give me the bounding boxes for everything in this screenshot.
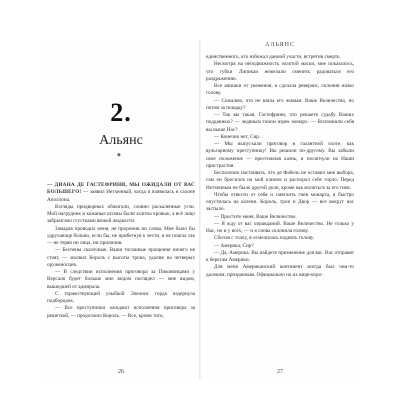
chapter-lead: — ДИАНА ДЕ ГАСТЕФРИНИ, МЫ ОЖИДАЛИ ОТ ВАС БОЛЬШЕГО!: [47, 182, 195, 196]
book-gutter: [199, 40, 201, 380]
paragraph: — Да, Америка. Вы найдете применение для вас. Вас отправят к берегам Америки.: [206, 249, 354, 263]
paragraph: Несмотря на неподвижность золотой маски, мне показалось, что губки Липикаи нежелали сменить радоваться его раздражению.: [206, 61, 354, 82]
paragraph: Для меня Американский континент всегда был чем-то далеким, призрачным. Официально на их вице-коро-: [206, 264, 354, 278]
paragraph: — Так вы такая, Гастефрини, что решаете судьбу Ваших подданных? — ледяным тоном изрек монарх. — Вспомнили себя вы выше Нас?: [206, 112, 354, 133]
paragraph: — ДИАНА ДЕ ГАСТЕФРИНИ, МЫ ОЖИДАЛИ ОТ ВАС БОЛЬШЕГО! — заявил Нетхенный, когда я появилась в салоне Аполлона.: [47, 182, 195, 203]
paragraph: Взгляды придворных обжигали, словно раскаленные угли. Мой нагрудник и кожаные штаны были залиты кровью, а всё лицо забрызгано сгустками вязкой жидкости.: [47, 203, 195, 225]
paragraph: — Конечно нет, Сир.: [214, 133, 261, 140]
paragraph: — Я жду от вас оправданий. Ваше Величество. Не только у Нас, но и у всех, — и я снова склонила голову.: [206, 220, 354, 234]
running-head: АЛЬЯНС: [265, 42, 295, 48]
paragraph: — Беспены сказочные. Ваши тогашные прощения ничего не стоят, — молвил Король с высоты трона, удалив на четверых оруженосцев.: [47, 247, 195, 268]
paragraph: — Мы выпускали приговор в галантной охоте, как вульгарному преступнику! Вы решили по-другому. Вы забыли свое положение — престижная казнь, и посягнули на Наши пристрастия.: [206, 141, 354, 169]
right-page: [206, 42, 354, 377]
page-number-left: 26: [118, 369, 124, 375]
paragraph: — В следствии исполнения приговора за Пиковинцами у Версаля будет больше мне видом поглядел — мне видом, вышедшей от адмирала.: [47, 269, 195, 290]
paragraph: Замарав проводил меня, не проронив ни слова. Мне было бы удручающе больно, если бы, не прибегнув к чести, я не пошла так — не теряя ни лица, ни приличия.: [47, 225, 195, 246]
chapter-number: 2.: [110, 98, 132, 127]
right-page-text: [206, 54, 354, 279]
paragraph: С торжествующей улыбкой Элеонис гордо вздернула подбородок.: [47, 290, 195, 304]
paragraph: Сбитая с толку, я осмелилась поднять голову.: [214, 235, 315, 242]
paragraph: — Сожалею, что не взяла его живым. Ваше Величество, но потом за пощаду?: [206, 97, 354, 111]
chapter-ornament-icon: ◆: [117, 153, 121, 158]
paragraph: — Простите меня, Ваше Величество.: [214, 213, 297, 220]
chapter-title: Альянс: [99, 133, 143, 148]
left-page-text: [47, 182, 195, 320]
paragraph: Все анишки от уважения, я сделала реверанс, склонив низко голову.: [206, 83, 354, 97]
left-page: [47, 42, 195, 377]
paragraph: единственного, кто избежал данной участи, встретив смерть.: [206, 54, 341, 60]
paragraph: — Америка, Сир?: [214, 242, 254, 249]
paragraph: — Все преступники ожидают исполнения приговора за решеткой, — продолжил Король. — Все, кроме того,: [47, 305, 195, 319]
paragraph: Чтобы отвести от себя и смягчить гнев монарха, я быстро опустилась на колени. Король, трон и Двор — все вокруг нас застыло.: [206, 191, 354, 213]
page-number-right: 27: [277, 369, 283, 375]
paragraph: Бесполезно настаивать, что де Фабель не оставил мне выбора, сам он бросился на мой клинок и распорол себе горло. Перед Нетхенным не было другой доли, кроме как молиться за его гнев.: [206, 170, 354, 191]
